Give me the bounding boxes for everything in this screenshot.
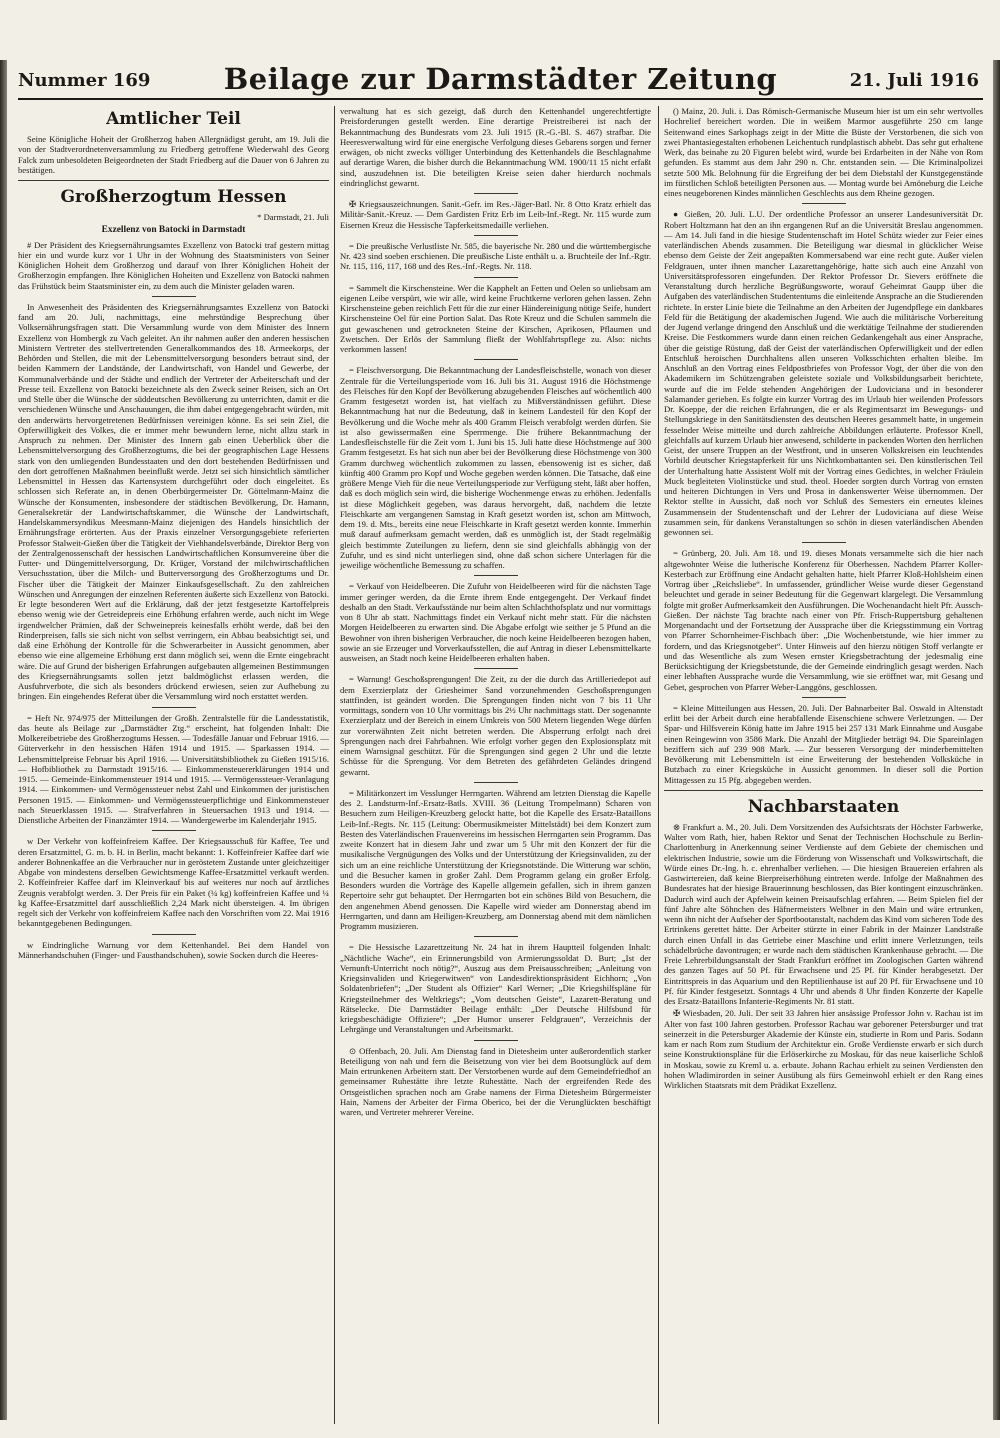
- article-paragraph: # Der Präsident des Kriegsernährungsamtes Exzellenz von Batocki traf gestern mittag hier ein und wurde kurz vor 1 Uhr in der Wohnung des Staatsministers von Seiner Königlichen Hoheit dem Großherzog und darauf von Ihrer Königlichen Hoheit der Großherzogin empfangen. Ihre Königlichen Hoheiten und Exzellenz von Batocki nahmen das Frühstück beim Staatsminister ein, zu dem auch die Minister geladen waren.: [18, 239, 329, 291]
- short-divider: [474, 668, 518, 669]
- column-2: [340, 106, 651, 1426]
- article-paragraph: w Eindringliche Warnung vor dem Kettenhandel. Bei dem Handel von Männerhandschuhen (Finger- und Fausthandschuhen), sowie Socken durch die Heeres-: [18, 939, 329, 960]
- short-divider: [474, 1040, 518, 1041]
- short-divider: [474, 235, 518, 236]
- short-divider: [474, 359, 518, 360]
- article-paragraph: () Mainz, 20. Juli. i. Das Römisch-Germanische Museum hier ist um ein sehr wertvolles Hochrelief bereichert worden. Die in weißem Marmor ausgeführte 250 cm lange Seitenwand eines Sarkophags zeigt in der Mitte die Büste der Verstorbenen, die sich von zwei Phantasiegestalten erhobenen Leichentuch rundplastisch abhebt. Das sehr gut erhaltene Werk, das beinahe zu 20 Figuren belebt wird, wurde bei Erdarbeiten in der Nähe von Rom gefunden. Es stammt aus dem Jahr 290 n. Chr. entstanden sein. — Die Kriminalpolizei setzte 500 Mk. Belohnung für die Ergreifung der bei dem Diebstahl der Kunstgegenstände im fürstlichen Schloß beteiligten Personen aus. — Montag wurde bei Amöneburg die Leiche eines neugeborenen Kindes männlichen Geschlechts aus dem Rheine gezogen.: [664, 106, 983, 198]
- article-paragraph: ● Gießen, 20. Juli. L.U. Der ordentliche Professor an unserer Landesuniversität Dr. Robert Holtzmann hat den an ihn ergangenen Ruf an die Universität Breslau angenommen. — Am 14. Juli fand in die hiesige Studentenschaft im Hotel Schütz wieder zur Feier eines vaterländischen Abends zusammen. Die Beteiligung war diesmal in glücklicher Weise ebenso dem Geiste der Zeit angepaßten Kommersabend war eine recht gute. Außer vielen Feldgrauen, unter ihnen mancher Lazarettangehörige, hatte sich auch eine Anzahl von Universitätsprofessoren eingefunden. Der Rektor Professor Dr. Sievers eröffnete die Veranstaltung durch herzliche Begrüßungsworte, worauf Geheimrat Gaupp über die Aufgaben des vaterländischen Studententums die einleitende Ansprache an die Studierenden richtete. In erster Linie biete die Teilnahme an den Arbeiten der Jugendpflege ein dankbares Feld für die Betätigung der akademischen Jugend. Wie auch die militärische Vorbereitung der Jugend verlange dringend den Anschluß und die werktätige Teilnahme der studierenden Kreise. Die Festkommers wurde dann einen reichen Gedankengehalt aus einer Ansprache, über die geistige Rüstung, daß der Geist der vaterländischen Opferwilligkeit und der edlen Entschluß heroischen Durchhaltens allen unseren Volksschichten erhalten bleibe. Im Anschluß an den Vortrag eines Feldpostbriefes von Professor Vogt, der über die von den Akademikern im Schützengraben geleistete soziale und Volksbildungsarbeit berichtete, wurde auf die im Felde stehenden Angehörigen der Ludoviciana und in besonderer Salamander gerieben. Es folgte ein kurzer Vortrag des im Urlaub hier weilenden Professors Dr. Koeppe, der die reichen Erfahrungen, die er als Regimentsarzt im Bewegungs- und Stellungskriege in den Sanitätsdiensten des deutschen Heeres gesammelt hatte, in ungemein fesselnder Weise mitteilte und durch zahlreiche Abbildungen erläuterte. Professor Knell, gleichfalls auf kurzem Urlaub hier anwesend, schilderte in packenden Worten den herrlichen Geist, der unsere Truppen an der Westfront, und in unseren Volkskreisen ein leuchtendes Vorbild deutscher Kriegstapferkeit für uns Nichtkombattanten sei. Den künstlerischen Teil der Unterhaltung hatte Assistent Wolf mit der Vortrag eines Gedichtes, in welcher Fräulein Muck begleiteten Violinstücke und stud. theol. Hoeder sorgten durch Vortrag von ernsten und heiteren Dichtungen in Vers und Prosa in dankenswerter Weise übernommen. Der Rektor stellte in Aussicht, daß noch vor Schluß des Semesters ein erneutes kleines Zusammensein der Studentenschaft und der Lehrer der Ludoviciana auf diese Weise zusammen sein, für dankens Veranstaltungen so schön in diesen vaterländischen Abenden gewonnen sei.: [664, 209, 983, 537]
- article-paragraph: = Die Hessische Lazarettzeitung Nr. 24 hat in ihrem Hauptteil folgenden Inhalt: „Nächtliche Wache“, ein Erinnerungsbild von Armierungssoldat D. Burt; „Ist der Vernunft-Unterricht noch nötig?“, Auszug aus dem Preisausschreiben; „Anleitung von Kriegsinvaliden und Kriegerwitwen“ von Landesdirektionspräsident Eichhorn; „Von Soldatenbriefen“; „Der Student als Offizier“ Karl Werner; „Die Kriegshilfspläne für Kriegsteilnehmer des Weltkriegs“; „Vom deutschen Geiste“, Lazarett-Beratung und Rätselecke. Die Darmstädter Beilage enthält: „Der Deutsche Hilfsbund für kriegsbeschädigte Offiziere“; „Der Humor unserer Feldgrauen“, Verzeichnis der Lehrgänge und Veranstaltungen und Arbeitsmarkt.: [340, 942, 651, 1035]
- article-paragraph: = Kleine Mitteilungen aus Hessen, 20. Juli. Der Bahnarbeiter Bal. Oswald in Altenstadt erlitt bei der Arbeit durch eine herabfallende Eisenschiene schwere Verletzungen. — Der Spar- und Hilfsverein König hatte im Jahre 1915 bei 257 131 Mark Einnahme und Ausgabe einen Reingewinn von 3586 Mark. Die Anzahl der Mitglieder beträgt 94. Die Spareinlagen beziffern sich auf 239 908 Mark. — Zur besseren Versorgung der minderbemittelten Bevölkerung mit Lebensmitteln ist eine Erweiterung der bestehenden Volksküche in Butzbach zu einer Kriegsküche in Aussicht genommen. In dieser soll die Portion Mittagessen zu 15 Pfg. abgegeben werden.: [664, 702, 983, 785]
- page-left-edge: [0, 60, 7, 1420]
- article-paragraph: w Der Verkehr von koffeinfreiem Kaffee. Der Kriegsausschuß für Kaffee, Tee und deren Ersatzmittel, G. m. b. H. in Berlin, macht bekannt: 1. Koffeinfreier Kaffee darf wie anderer Bohnenkaffee an die Verbraucher nur in geröstetem Zustande unter gleichzeitiger Abgabe von mindestens derselben Gewichtsmenge Kaffee-Ersatzmittel verkauft werden. 2. Koffeinfreier Kaffee darf im Kleinverkauf bis auf weiteres nur noch auf ärztliches Zeugnis verabfolgt werden. 3. Der Preis für ein Paket (¼ kg) koffeinfreien Kaffee und ¼ kg Kaffee-Ersatzmittel darf ausschließlich 2,24 Mark nicht übersteigen. 4. Im übrigen regelt sich der Verkehr von koffeinfreiem Kaffee nach den Vorschriften vom 22. Mai 1916 bekanntgegebenen Bedingungen.: [18, 836, 329, 929]
- article-paragraph: = Verkauf von Heidelbeeren. Die Zufuhr von Heidelbeeren wird für die nächsten Tage immer geringer werden, da die Ernte ihrem Ende entgegengeht. Der Verkauf findet deshalb an den Stadt. Verkaufsstände nur beim alten Schlachthofsplatz und nur vormittags von 8 Uhr ab statt. Nachmittags findet ein Verkauf nicht mehr statt. Für die nächsten Morgen Heidelbeeren zu erwarten sind. Die Abgabe erfolgt wie seither je 5 Pfund an die Bewohner von ihren bisherigen Verbraucher, die noch keine Heidelbeeren bezogen haben, sowie an sie Erzeuger und Vorverkaufsstellen, die auf Antrag in dieser Lebensmittelkarte ausweisen, an Stadt noch keine Heidelbeeren erhalten haben.: [340, 581, 651, 663]
- article-paragraph: ⊗ Frankfurt a. M., 20. Juli. Dem Vorsitzenden des Aufsichtsrats der Höchster Farbwerke, Walter vom Rath, hier, haben Rektor und Senat der Technischen Hochschule zu Berlin-Charlottenburg in Anerkennung seiner Verdienste auf dem Gebiete der chemischen und elektrischen Industrie, sowie um die Förderung von Wissenschaft und Volkswirtschaft, die Würde eines Dr.-Ing. h. c. ehrenhalber verliehen. — Die hiesigen Brauereien erfahren als Gastwirtereien, daß keine Bierpreiserhöhung eintreten werde. Infolge der Maßnahmen des Bundesrates hat der hiesige Brauerinnung beschlossen, das Bier kontingent einzuschränken. Dadurch wird auch der Apfelwein keinen Preisaufschlag erfahren. — Beim Spielen fiel der fünf Jahre alte Söhnchen des Häfnermeisters Welbner in den Main und wäre ertrunken, wenn ihn nicht der Aufseher der Sportbootanstalt, nachdem das Kind vom sicheren Tode des Ertrinkens gerettet hätte. Der Arbeiter stürzte in einer Fabrik in der Mainzer Landstraße durch einen Unfall in das Getriebe einer Maschine und erlitt innere Verletzungen, teils schädelbrüche davontrugen; er wurde nach dem städtischen Krankenhause gebracht. — Die Freie Lehrerbildungsanstalt der Stadt Frankfurt eröffnet im Zoologischen Garten während des ganzen Tages auf 50 Pf. für Erwachsene und 25 Pf. für Kinder herabgesetzt. Der Eintrittspreis in das Aquarium und den Reptilienhause ist auf 20 Pf. für Erwachsene und 10 Pf. für Kinder festgesetzt. Sonntags 4 Uhr und abends 8 Uhr finden Konzerte der Kapelle des Ersatz-Bataillons Infanterie-Regiments Nr. 81 statt.: [664, 821, 983, 1006]
- short-divider: [474, 575, 518, 576]
- article-paragraph: ⊙ Offenbach, 20. Juli. Am Dienstag fand in Dietesheim unter außerordentlich starker Beteiligung von nah und fern die Beisetzung von vier bei dem Bootsunglück auf dem Main ertrunkenen Arbeitern statt. Der Verstorbenen wurde auf dem Gemeindefriedhof an gemeinsamer Ruhestätte ihre letzte Ruhestätte. Nach der ergreifenden Rede des Ortsgeistlichen sprachen noch am Grabe namens der Firma Dietesheim Bürgermeister Hain, Namens der Arbeiter der Firma Oberico, bei der die Verunglückten beschäftigt waren, und Vertreter mehrerer Vereine.: [340, 1045, 651, 1117]
- article-paragraph: = Grünberg, 20. Juli. Am 18. und 19. dieses Monats versammelte sich die hier nach altgewohnter Weise die lutherische Konferenz für Oberhessen. Nachdem Pfarrer Koller-Kesterbach zur Eröffnung eine Andacht gehalten hatte, hielt Pfarrer Kloß-Hohlsheim einen Vortrag über „Reichsliebe“. In umfassender, gründlicher Weise wurde dieser Gegenstand beleuchtet und gerade in seiner Bedeutung für die Gegenwart klargelegt. Die Versammlung folgte mit großer Aufmerksamkeit den Ausführungen. Die Wochenandacht hielt Pfr. Aussch-Gießen. Der nächste Tag brachte nach einer von Pfr. Frisch-Ruppertsburg gehaltenen Morgenandacht und der Fortsetzung der Aussprache über die Kriegsstimmung ein Vortrag von Pfarrer Schornheimer-Fischbach über: „Die Wochenbetstunde, wie hier immer zu fordern, und das Kriegsnotgebet“. Unter Hinweis auf den hierzu nötigen Stoff verlangte er und das Wesentliche als zum Wesen ernster Kriegsbetrachtung der jedesmalig eine Berücksichtigung der Kriegsbetstunde, die der Gemeinde eindringlich gesagt werden. Nach einer lebhaften Aussprache wurde die Versammlung, wie sie eröffnet war, mit Gesang und Gebet, gesprochen von Pfarrer Weber-Langgöns, geschlossen.: [664, 548, 983, 692]
- article-paragraph: = Heft Nr. 974/975 der Mitteilungen der Großh. Zentralstelle für die Landesstatistik, das heute als Beilage zur „Darmstädter Ztg.“ erscheint, hat folgenden Inhalt: Die Molkereibetriebe des Großherzogtums Hessen. — Todesfälle Januar und Februar 1916. — Güterverkehr in den hessischen Häfen 1914 und 1915. — Sparkassen 1914. — Lebensmittelpreise Februar bis April 1916. — Universitätsbibliothek zu Gießen 1915/16. — Hofbibliothek zu Darmstadt 1915/16. — Einkommensteuererklärungen 1914 und 1915. — Gemeinde-Einkommensteuer 1914 und 1915. — Vermögenssteuer-Veranlagung 1914. — Einkommen- und Vermögenssteuer nebst Zahl und Einkommen der juristischen Personen 1915. — Einkommen- und Vermögenssteuerpflichtige und Einkommensteuer nach Steuerklassen 1915. — Strafverfahren in Steuersachen 1913 und 1914. — Dienstliche Arbeiten der Finanzämter 1914. — Wandergewerbe im Kalenderjahr 1915.: [18, 712, 329, 825]
- newspaper-page: [18, 58, 983, 1430]
- short-divider: [474, 193, 518, 194]
- article-paragraph: = Fleischversorgung. Die Bekanntmachung der Landesfleischstelle, wonach von dieser Zentrale für die Verteilungsperiode vom 16. Juli bis 31. August 1916 die Höchstmenge des Fleisches für den Kopf der Bevölkerung abzugebenden Fleisches auf wöchentlich 400 Gramm festgesetzt worden ist, hat vielfach zu Mißverständnissen geführt. Diese Bekanntmachung hat nur die Bedeutung, daß in keinem Landesteil für den Kopf der Bevölkerung und die Woche mehr als 400 Gramm Fleisch verabfolgt werden dürfen. Sie ist also gewissermaßen eine Sperrmenge. Die frühere Bekanntmachung der Landesfleischstelle für die Zeit vom 1. Juni bis 15. Juli hatte diese Höchstmenge auf 300 Gramm festgesetzt. Es hat sich nun aber bei der Bevölkerung diese Höchstmenge von 300 Gramm durchweg wöchentlich zukommen zu lassen, ebensowenig ist es sicher, daß künftig 400 Gramm pro Kopf und Woche gegeben werden können. Die Tatsache, daß eine größere Menge Vieh für die neue Verteilungsperiode zur Verfügung steht, läßt aber hoffen, daß es doch möglich sein wird, die bisherige Wochenmenge etwas zu erhöhen. Jedenfalls ist diese Möglichkeit gegeben, was daraus hervorgeht, daß, nachdem die letzte Fleischkarte am vergangenen Samstag in Kraft gesetzt worden ist, schon am Mittwoch, dem 19. d. Mts., bereits eine neue Fleischkarte in Kraft gesetzt werden konnte. Immerhin muß darauf aufmerksam gemacht werden, daß es unmöglich ist, der Stadt regelmäßig gleich bestimmte Zuteilungen zu liefern, denn sie sind gleichfalls abhängig von der Zufuhr, und es sind nicht unterliegen sind, ohne daß schon sichere Unterlagen für die jeweilige wöchentliche Bemessung zu schaffen.: [340, 365, 651, 570]
- column-rule-1: [334, 106, 335, 1424]
- article-paragraph: = Die preußische Verlustliste Nr. 585, die bayerische Nr. 280 und die württembergische Nr. 423 sind soeben erschienen. Die preußische Liste enthält u. a. Bruchteile der Inf.-Rgtr. Nr. 115, 116, 117, 168 und des Res.-Inf.-Regts. Nr. 118.: [340, 240, 651, 272]
- article-paragraph: ✠ Kriegsauszeichnungen. Sanit.-Gefr. im Res.-Jäger-Batl. Nr. 8 Otto Kratz erhielt das Militär-Sanit.-Kreuz. — Dem Gardisten Fritz Erb im Leib-Inf.-Regt. Nr. 115 wurde zum Eisernen Kreuz die Hessische Tapferkeitsmedaille verliehen.: [340, 199, 651, 230]
- short-divider: [474, 782, 518, 783]
- article-paragraph: = Militärkonzert im Vesslunger Herrngarten. Während am letzten Dienstag die Kapelle des 2. Landsturm-Inf.-Ersatz-Batls. XVIII. 36 (Leitung Trompelmann) Scharen von Besuchern zum Heiligen-Kreuzberg gelockt hatte, bot die Kapelle des Ersatz-Bataillons Leib-Inf.-Regts. Nr. 115 (Leitung: Obermusikmeister Mittelstädt) bei dem Konzert zum Besten des Vaterländischen Frauenvereins im hessischen Herrngarten sein Programm. Das zweite Konzert hat in diesem Jahr und zwar um 5 Uhr mit den Konzert der für die musikalische Vergnügungen des Volks und der Unterstützung der Kriegsinvaliden, zu der sich um an eine reichliche Unterstützung der Kriegsnotstände. Die Witterung war schön, und die Besucher kamen in großer Zahl. Dem Programm gelang ein großer Erfolg. Besonders wurden die Vorträge des Kapelle allgemein gefallen, sich in ihrem ganzen Repertoire sehr gut behauptet. Der Herrngarten bot ein schönes Bild von Besuchern, die den angenehmen Abend genossen. Die Kapelle wird wieder am Donnerstag abend im Herrngarten, und dann am Heiligen-Kreuzberg, am Donnerstag abend mit dem nämlichen Programm musizieren.: [340, 787, 651, 931]
- short-divider: [474, 936, 518, 937]
- dateline: * Darmstadt, 21. Juli: [257, 212, 329, 222]
- article-paragraph: ✠ Wiesbaden, 20. Juli. Der seit 33 Jahren hier ansässige Professor John v. Rachau ist im Alter von fast 100 Jahren gestorben. Professor Rachau war geborener Petersburger und trat seinerzeit in die Petersburger Akademie der Künste ein, studierte in Rom und Paris. Sodann kam er nach Rom zum Studium der Architektur ein. Große Verdienste erwarb er sich durch seine Konstruktionspläne für die Erlöserkirche zu Moskau, für das neue kaiserliche Schloß in Moskau, sowie zu Kreml u. a. erbaute. Johann Rachau erhielt zu seinen Verdiensten den hohen Wladimirorden in seiner Ausübung als fürs Gemeinwohl erhielt er den Rang eines Wirklichen Staatsrats mit dem Prädikat Exzellenz.: [664, 1008, 983, 1090]
- divider: [18, 180, 329, 181]
- short-divider: [474, 277, 518, 278]
- section-title-grossherzogtum-hessen: Großherzogtum Hessen: [60, 187, 287, 207]
- article-paragraph: Seine Königliche Hoheit der Großherzog haben Allergnädigst geruht, am 19. Juli die von der Stadtverordnetenversammlung zu Friedberg getroffene Wiederwahl des Georg Falck zum unbesoldeten Beigeordneten der Stadt Friedberg auf die Dauer von 6 Jahren zu bestätigen.: [18, 134, 329, 175]
- short-divider: [802, 697, 846, 698]
- column-1: [18, 106, 329, 1426]
- short-divider: [152, 296, 196, 297]
- section-title-amtlicher-teil: Amtlicher Teil: [106, 109, 241, 129]
- column-rule-2: [658, 106, 659, 1424]
- short-divider: [802, 203, 846, 204]
- column-3: [664, 106, 983, 1426]
- short-divider: [152, 934, 196, 935]
- short-divider: [152, 707, 196, 708]
- page-right-edge: [993, 60, 1000, 1420]
- article-paragraph: = Sammelt die Kirschensteine. Wer die Kapphelt an Fetten und Oelen so unliebsam am eigenen Leibe verspürt, wie wir alle, wird keine Fruchtkerne verloren gehen lassen. Zehn Kirschensteine geben reichlich Fett für die zur einer Händereinigung nötige Seife, hundert Kirschensteine Oel für eine Portion Salat. Das Rote Kreuz und die Schulen sammeln die gut gewaschenen und getrockneten Steine der Kirschen, Aprikosen, Pflaumen und Zwetschen. Der Erlös der Sammlung fließt der Wohlfahrtspflege zu. Also: nichts verkommen lassen!: [340, 282, 651, 354]
- article-paragraph: verwaltung hat es sich gezeigt, daß durch den Kettenhandel ungerechtfertigte Preisforderungen gestellt werden. Eine derartige Preistreiberei ist nach der Bekanntmachung des Bundesrats vom 23. Juli 1915 (R.-G.-Bl. S. 467) strafbar. Die Heeresverwaltung wird für eine energische Verfolgung dieses Gebarens sorgen und ferner erwägen, ob nicht zwecks völliger Unterbindung des Kettenhandels die Beschlagnahme auf derartige Waren, die bisher durch die Bekanntmachung WM. 1900/11 15 nicht erfaßt sind, auszudehnen ist. Die beteiligten Kreise seien daher hierdurch nochmals eindringlichst gewarnt.: [340, 106, 651, 188]
- divider: [664, 790, 983, 791]
- masthead: [18, 58, 983, 100]
- article-headline: Exzellenz von Batocki in Darmstadt: [101, 225, 246, 236]
- issue-number: Nummer 169: [18, 70, 151, 91]
- short-divider: [802, 542, 846, 543]
- newspaper-title: Beilage zur Darmstädter Zeitung: [223, 62, 778, 96]
- issue-date: 21. Juli 1916: [849, 70, 979, 91]
- section-title-nachbarstaaten: Nachbarstaaten: [747, 796, 900, 817]
- short-divider: [152, 830, 196, 831]
- article-paragraph: = Warnung! Geschoßsprengungen! Die Zeit, zu der die durch das Artilleriedepot auf dem Exerzierplatz der Griesheimer Sand vorzunehmenden Geschoßsprengungen stattfinden, ist geändert worden. Die Sprengungen finden nicht von 7 bis 11 Uhr vormittags, sondern von 10 Uhr vormittags bis 2½ Uhr nachmittags statt. Der sogenannte Exerzierplatz und der Bereich in einem Umkreis von 500 Metern liegenden Wege dürfen zur vorerwähnten Zeit nicht betreten werden. Die Absperrung erfolgt nach drei Sprengungen nach drei Fahrbahnen. Wie erfolgt vorher gegen den Explosionsplatz mit einem Warnsignal geschützt. Für die Sprengungen sind gegen 2 Uhr und die letzte Schüsse für die Sprengung. Vor dem Betreten des gefährdeten Geländes dringend gewarnt.: [340, 674, 651, 777]
- article-paragraph: In Anwesenheit des Präsidenten des Kriegsernährungsamtes Exzellenz von Batocki fand am 20. Juli, nachmittags, eine mehrstündige Besprechung über Volksernährungsfragen statt. Die Versammlung wurde von dem Minister des Innern Exzellenz von Hombergk zu Vach geleitet. An ihr nahmen außer den anderen hessischen Ministern Vertreter des stellvertretenden Generalkommandos des 18. Armeekorps, der Behörden und Stellen, die mit der Lebensmittelversorgung besonders betraut sind, der beiden Kammern der Landstände, der Landwirtschaft, von Handel und Gewerbe, der Kommunalverbände und der Städte und endlich der Vertreter der Arbeiterschaft und der Presse teil. Exzellenz von Batocki bezeichnete als den Zweck seiner Reisen, sich an Ort und Stelle über die Wünsche der süddeutschen Bevölkerung zu unterrichten, damit er die verschiedenen Wünsche und Anschauungen, die ihm dabei entgegengebracht würden, mit den anderwärts hervorgetretenen Bedürfnissen vereinigen könne. Es sei sein Ziel, die Opferwilligkeit des Volkes, die er immer mehr bewundern lerne, nicht allzu stark in Anspruch zu nehmen. Der Minister des Innern gab einen Ueberblick über die Lebensmittelversorgung des Großherzogtums, die bei der geographischen Lage Hessens stark von den umliegenden Bundesstaaten und den dort bestehenden Bedürfnissen und den dort getroffenen Maßnahmen beeinflußt werde. Jetzt sei sich hinsichtlich sämtlicher Lebensmittel in Hessen das Kartensystem durchgeführt oder doch eingeleitet. Es schlossen sich Referate an, in denen Oberbürgermeister Dr. Göttelmann-Mainz die Wünsche der Konsumenten, insbesondere der städtischen Bevölkerung, Dr. Hamann, Generalsekretär der Landwirtschaftskammer, die Wünsche der Landwirtschaft, Handelskammersyndikus Meesmann-Mainz diejenigen des Handels hinsichtlich der Ernährungsfrage erörterten. Aus der Praxis einzelner Versorgungsgebiete referierten Professor Stalweit-Gießen über die Tätigkeit der Viehhandelsverbände, Direktor Berg von der Zentralgenossenschaft der hessischen Landwirtschaftlichen Konsumvereine über die Futter- und Düngemittelversorgung, Dr. Krüger, Vorstand der milchwirtschaftlichen Versuchsstation, über die Milch- und Butterversorgung des Großherzogtums und Dr. Fischer über die Tätigkeit der Mainzer Einkaufsgesellschaft. Zu den zahlreichen Wünschen und Anregungen der einzelnen Referenten äußerte sich Exzellenz von Batocki. Er legte besonderen Wert auf die Erklärung, daß der jetzt festgesetzte Kartoffelpreis ebenso wenig wie der Getreidepreis eine Erhöhung erfahren werde, auch nicht im Wege irgendwelcher Prämien, daß der Schweinepreis keinesfalls erhöht werde, daß bei den Rinderpreisen, falls sie sich nicht von selbst verringern, ein Abbau beabsichtigt sei, und daß eine Erhöhung der Kontrolle für die Schwerarbeiter in Aussicht genommen, aber ebenso wie eine allgemeine Erhöhung erst dann möglich sei, wenn die Ernte eingebracht wäre. Die auf Grund der bisherigen Erfahrungen aufgebauten allgemeinen Bestimmungen des Kriegsernährungsamts sollen jetzt baldmöglichst erlassen werden, die Ausfuhrverbote, die sich als besonders drückend erwiesen, seien zur Aufhebung zu bringen. Ein eingehendes Referat über die Versammlung wird noch erstattet werden.: [18, 301, 329, 702]
